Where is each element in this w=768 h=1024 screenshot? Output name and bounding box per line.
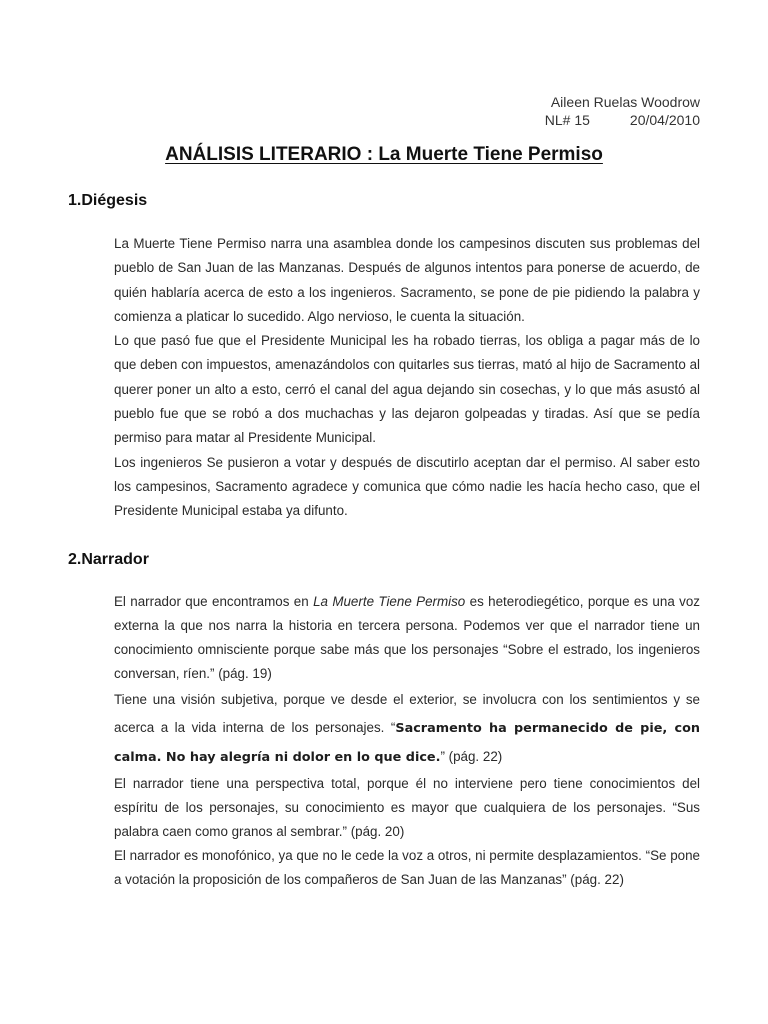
document-title <box>0 142 768 168</box>
paragraph <box>114 590 700 686</box>
paragraph-text: El narrador que encontramos en <box>114 594 314 609</box>
document-date: 20/04/2010 <box>629 112 700 128</box>
author-name: Aileen Ruelas Woodrow <box>550 94 700 110</box>
nl-and-date <box>400 111 700 129</box>
paragraph-text: es heterodiegético, porque es una voz externa la que nos narra la historia en tercera persona. Podemos ver que el narrador tiene un conocimiento omnisciente porque sabe más que los personajes “Sobre el estrado, los ingenieros conversan, ríen.” (pág. 19) <box>114 594 700 681</box>
italic-work-title: La Muerte Tiene Permiso <box>313 594 466 609</box>
paragraph: Los ingenieros Se pusieron a votar y después de discutirlo aceptan dar el permiso. Al saber esto los campesinos, Sacramento agradece y comunica que cómo nadie les hacía hecho caso, que el Presidente Municipal estaba ya difunto. <box>114 454 700 519</box>
bold-quote: Sacramento ha permanecido de pie, con calma. No hay alegría ni dolor en lo que dice. <box>114 721 700 765</box>
paragraph-text: Tiene una visión subjetiva, porque ve desde el exterior, se involucra con los sentimientos y se acerca a la vida interna de los personajes. “ <box>114 692 700 735</box>
section-heading-diegesis: 1.Diégesis <box>68 192 148 209</box>
section-body-diegesis <box>114 232 700 524</box>
paragraph: El narrador tiene una perspectiva total, porque él no interviene pero tiene conocimientos del espíritu de los personajes, su conocimiento es mayor que cualquiera de los personajes. “Sus palabra caen como granos al sembrar.” (pág. 20) <box>114 776 700 839</box>
author-info <box>400 93 700 129</box>
section-heading-narrador: 2.Narrador <box>68 551 149 568</box>
paragraph <box>114 686 700 772</box>
paragraph: La Muerte Tiene Permiso narra una asamblea donde los campesinos discuten sus problemas del pueblo de San Juan de las Manzanas. Después de algunos intentos para ponerse de acuerdo, de quién hablaría acerca de esto a los ingenieros. Sacramento, se pone de pie pidiendo la palabra y comienza a platicar lo sucedido. Algo nervioso, le cuenta la situación. <box>114 236 700 324</box>
nl-number: NL# 15 <box>544 112 590 128</box>
paragraph: Lo que pasó fue que el Presidente Municipal les ha robado tierras, los obliga a pagar más de lo que deben con impuestos, amenazándolos con quitarles sus tierras, mató al hijo de Sacramento al querer poner un alto a esto, cerró el canal del agua dejando sin cosechas, y lo que más asustó al pueblo fue que se robó a dos muchachas y las dejaron golpeadas y tiradas. Así que se pedía permiso para matar al Presidente Municipal. <box>114 333 700 446</box>
document-title-text: ANÁLISIS LITERARIO : La Muerte Tiene Permiso <box>165 144 603 165</box>
section-body-narrador <box>114 590 700 892</box>
paragraph-text: ” (pág. 22) <box>440 749 503 764</box>
paragraph: El narrador es monofónico, ya que no le cede la voz a otros, ni permite desplazamientos. “Se pone a votación la proposición de los compañeros de San Juan de las Manzanas” (pág. 22) <box>114 848 700 887</box>
